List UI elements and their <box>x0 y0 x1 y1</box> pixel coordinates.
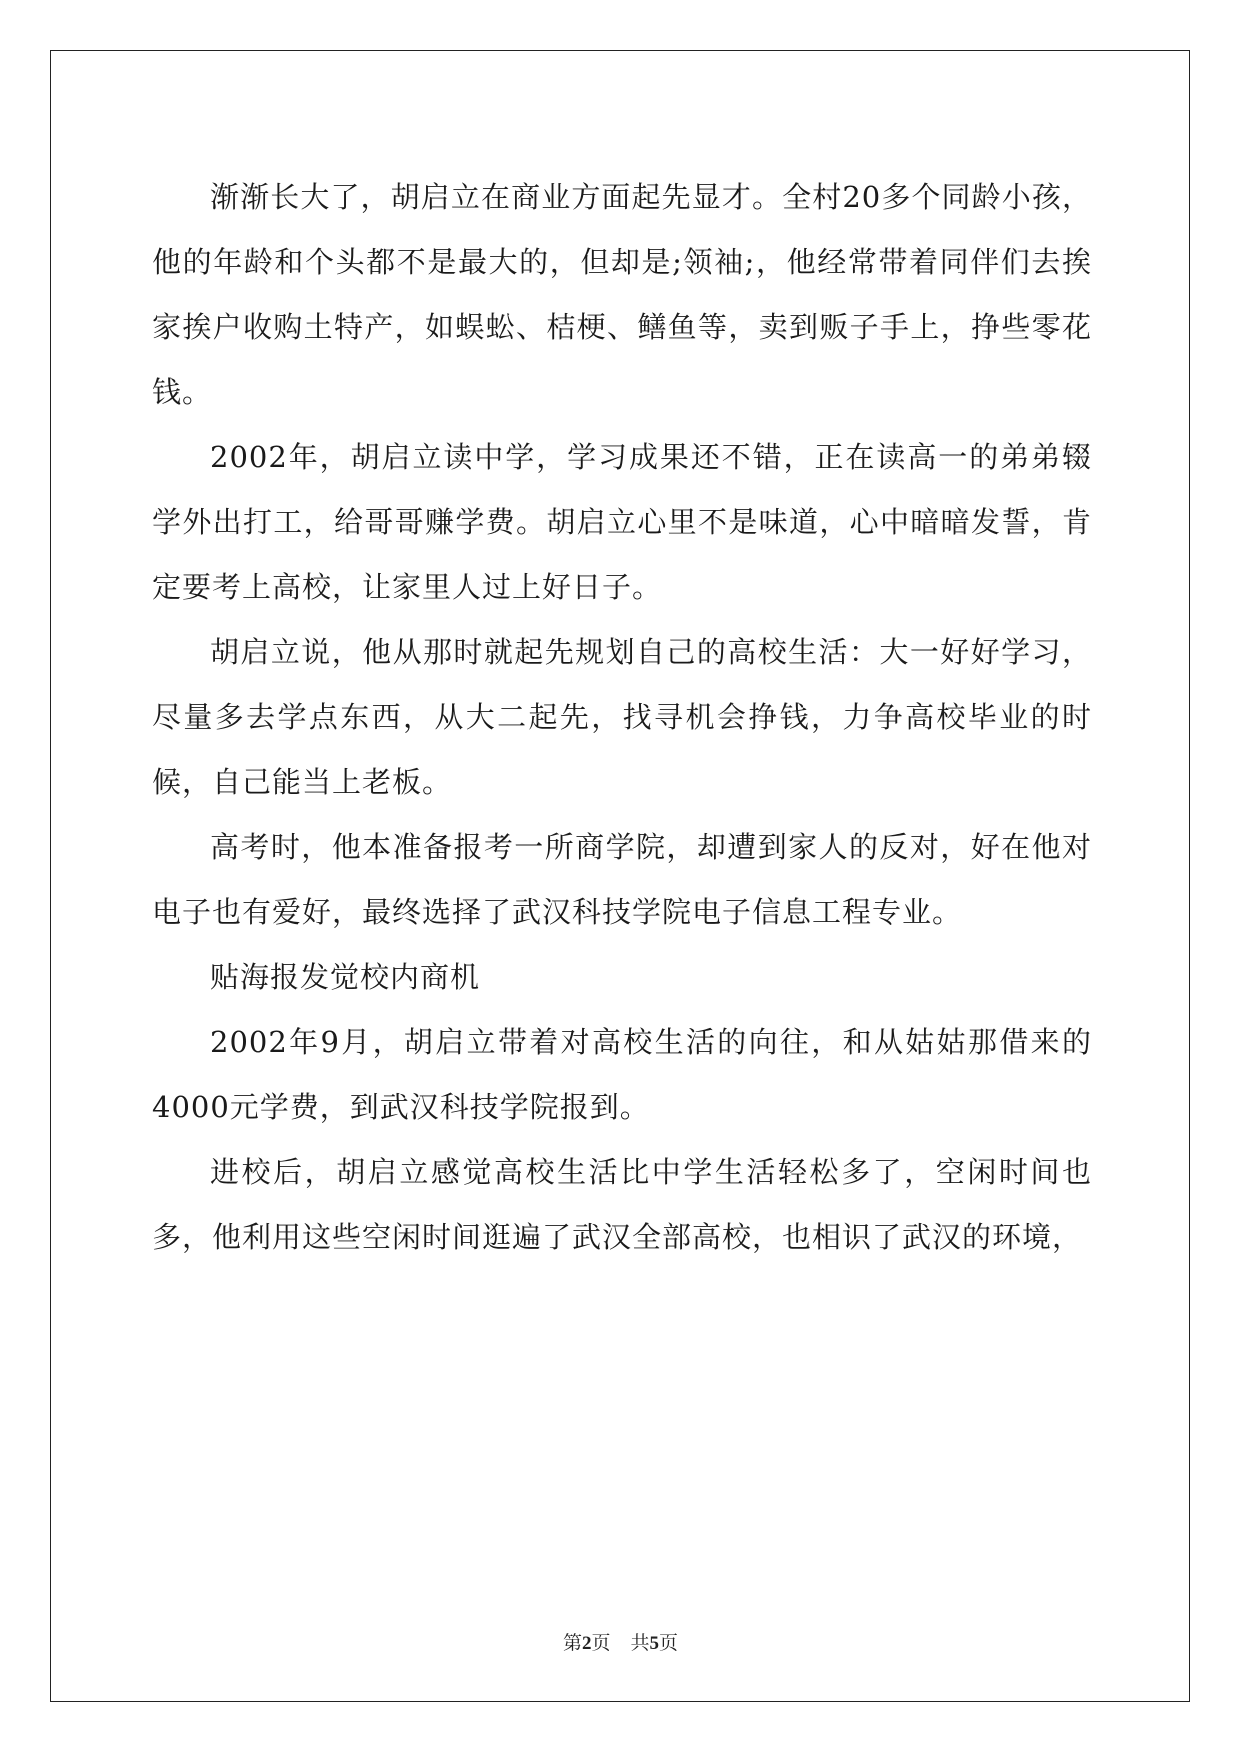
current-page-number: 2 <box>581 1633 592 1654</box>
page-footer <box>0 1628 1241 1655</box>
total-label-suffix: 页 <box>659 1632 679 1654</box>
paragraph: 2002年，胡启立读中学，学习成果还不错，正在读高一的弟弟辍学外出打工，给哥哥赚学费。胡启立心里不是味道，心中暗暗发誓，肯定要考上高校，让家里人过上好日子。 <box>152 440 1092 604</box>
paragraph: 进校后，胡启立感觉高校生活比中学生活轻松多了，空闲时间也多，他利用这些空闲时间逛遍了武汉全部高校，也相识了武汉的环境， <box>152 1155 1092 1254</box>
section-heading: 贴海报发觉校内商机 <box>210 960 481 994</box>
paragraph: 2002年9月，胡启立带着对高校生活的向往，和从姑姑那借来的4000元学费，到武汉科技学院报到。 <box>152 1025 1092 1124</box>
paragraph: 渐渐长大了，胡启立在商业方面起先显才。全村20多个同龄小孩，他的年龄和个头都不是最大的，但却是;领袖;，他经常带着同伴们去挨家挨户收购土特产，如蜈蚣、桔梗、鳝鱼等，卖到贩子手上，挣些零花钱。 <box>152 180 1092 409</box>
paragraph: 胡启立说，他从那时就起先规划自己的高校生活：大一好好学习，尽量多去学点东西，从大二起先，找寻机会挣钱，力争高校毕业的时候，自己能当上老板。 <box>152 635 1092 799</box>
document-body <box>152 165 1092 1270</box>
page-label-suffix: 页 <box>591 1632 611 1654</box>
paragraph: 高考时，他本准备报考一所商学院，却遭到家人的反对，好在他对电子也有爱好，最终选择了武汉科技学院电子信息工程专业。 <box>152 830 1092 929</box>
total-label-prefix: 共 <box>630 1632 650 1654</box>
total-pages-number: 5 <box>649 1633 660 1654</box>
page-label-prefix: 第 <box>562 1632 582 1654</box>
